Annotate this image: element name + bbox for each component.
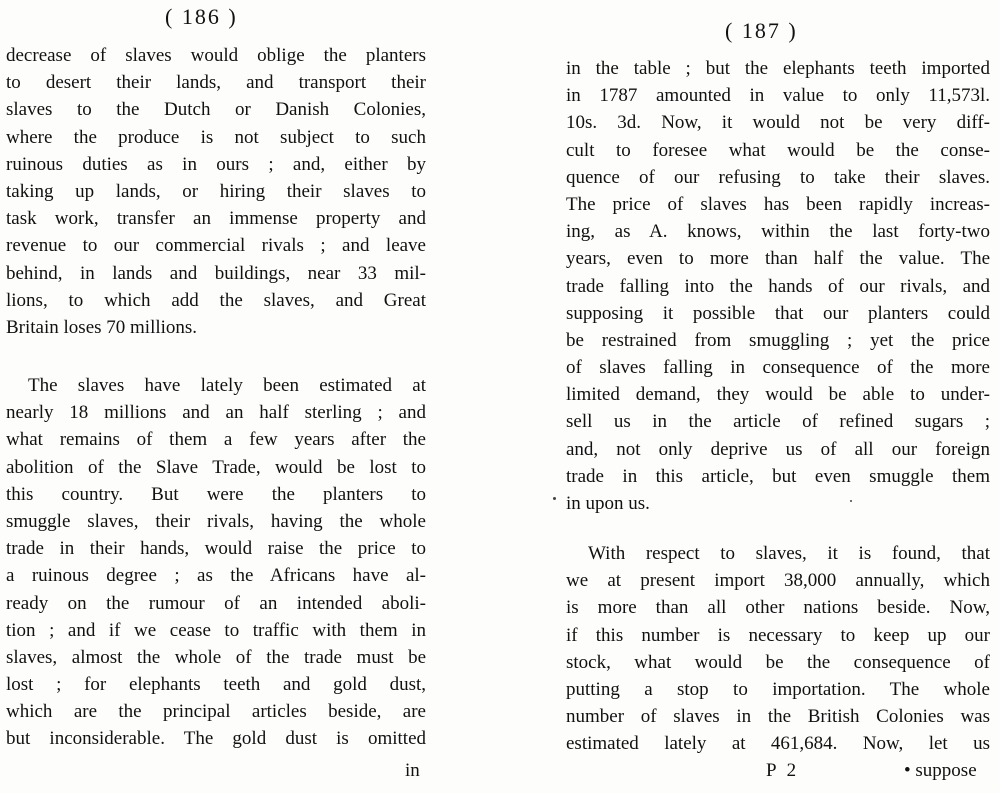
- text-line: this country. But were the planters to: [6, 483, 426, 505]
- text-line: The price of slaves has been rapidly increas-: [566, 193, 990, 215]
- text-line: estimated lately at 461,684. Now, let us: [566, 733, 990, 755]
- left-paragraph-2: [6, 372, 426, 753]
- ink-speck: [850, 500, 852, 502]
- text-line: decrease of slaves would oblige the planters: [6, 45, 426, 66]
- text-line: task work, transfer an immense property and: [6, 208, 426, 230]
- text-line: but inconsiderable. The gold dust is omitted: [6, 728, 426, 750]
- text-line: lions, to which add the slaves, and Great: [6, 289, 426, 311]
- text-line: in the table ; but the elephants teeth imported: [566, 58, 990, 79]
- text-line: slaves, almost the whole of the trade must be: [6, 646, 426, 668]
- text-line: we at present import 38,000 annually, which: [566, 570, 990, 592]
- text-line: nearly 18 millions and an half sterling ; and: [6, 402, 426, 424]
- text-line: quence of our refusing to take their slaves.: [566, 166, 990, 188]
- text-line: limited demand, they would be able to under-: [566, 384, 990, 406]
- text-line: if this number is necessary to keep up our: [566, 624, 990, 646]
- left-page-number: ( 186 ): [165, 4, 238, 29]
- text-line: trade in this article, but even smuggle them: [566, 465, 990, 487]
- signature-mark: P 2: [766, 760, 800, 781]
- text-line: which are the principal articles beside, are: [6, 701, 426, 723]
- text-line: trade in their hands, would raise the price to: [6, 538, 426, 560]
- ink-speck: [553, 497, 556, 500]
- right-paragraph-1: [566, 55, 990, 517]
- text-line: sell us in the article of refined sugars ;: [566, 411, 990, 433]
- text-line: in 1787 amounted in value to only 11,573l.: [566, 85, 990, 107]
- text-line: what remains of them a few years after the: [6, 429, 426, 451]
- text-line: The slaves have lately been estimated at: [28, 375, 426, 396]
- text-line: is more than all other nations beside. Now,: [566, 597, 990, 619]
- text-line: and, not only deprive us of all our foreign: [566, 438, 990, 460]
- right-page-number: ( 187 ): [725, 18, 798, 43]
- text-line: With respect to slaves, it is found, that: [588, 543, 990, 564]
- text-line: trade falling into the hands of our rivals, and: [566, 275, 990, 297]
- text-line: in upon us.: [566, 493, 650, 514]
- text-line: slaves to the Dutch or Danish Colonies,: [6, 99, 426, 121]
- text-line: ing, as A. knows, within the last forty-two: [566, 221, 990, 243]
- text-line: ruinous duties as in ours ; and, either by: [6, 153, 426, 175]
- text-line: of slaves falling in consequence of the more: [566, 357, 990, 379]
- text-line: be restrained from smuggling ; yet the price: [566, 329, 990, 351]
- text-line: number of slaves in the British Colonies was: [566, 706, 990, 728]
- text-line: putting a stop to importation. The whole: [566, 678, 990, 700]
- text-line: abolition of the Slave Trade, would be lost to: [6, 456, 426, 478]
- text-line: cult to foresee what would be the conse-: [566, 139, 990, 161]
- text-line: 10s. 3d. Now, it would not be very diff-: [566, 112, 990, 134]
- text-line: taking up lands, or hiring their slaves to: [6, 180, 426, 202]
- text-line: to desert their lands, and transport their: [6, 72, 426, 94]
- text-line: where the produce is not subject to such: [6, 126, 426, 148]
- text-line: lost ; for elephants teeth and gold dust,: [6, 674, 426, 696]
- text-line: supposing it possible that our planters could: [566, 302, 990, 324]
- text-line: years, even to more than half the value. The: [566, 248, 990, 270]
- left-catchword: in: [405, 760, 420, 781]
- text-line: behind, in lands and buildings, near 33 mil-: [6, 262, 426, 284]
- text-line: stock, what would be the consequence of: [566, 651, 990, 673]
- right-catchword: • suppose: [904, 760, 977, 781]
- text-line: ready on the rumour of an intended aboli-: [6, 592, 426, 614]
- text-line: revenue to our commercial rivals ; and leave: [6, 235, 426, 257]
- left-paragraph-1: [6, 42, 426, 341]
- text-line: a ruinous degree ; as the Africans have al-: [6, 565, 426, 587]
- right-page: [500, 0, 1000, 793]
- right-paragraph-2: [566, 540, 990, 758]
- right-catchword-text: suppose: [915, 760, 977, 781]
- text-line: Britain loses 70 millions.: [6, 316, 198, 338]
- text-line: smuggle slaves, their rivals, having the whole: [6, 510, 426, 532]
- text-line: tion ; and if we cease to traffic with them in: [6, 619, 426, 641]
